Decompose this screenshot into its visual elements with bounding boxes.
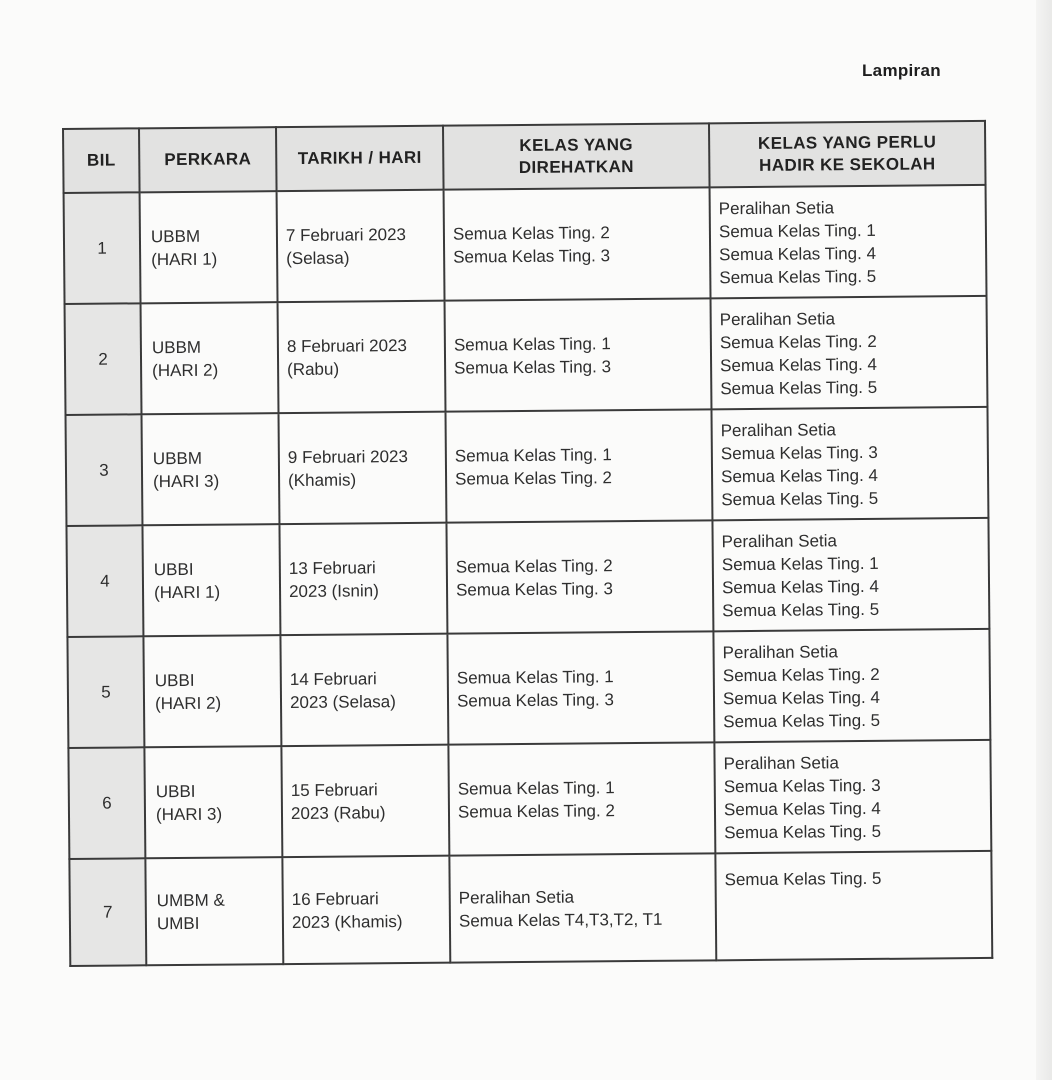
tarikh-line: 9 Februari 2023 [287, 446, 408, 467]
hadir-line: Semua Kelas Ting. 4 [722, 687, 880, 708]
header-hadir [709, 121, 986, 187]
hadir-line: Semua Kelas Ting. 5 [719, 266, 877, 287]
tarikh-line: 2023 (Rabu) [290, 802, 386, 823]
tarikh-line: (Selasa) [286, 247, 350, 268]
cell-hadir [711, 407, 988, 520]
header-tarikh: TARIKH / HARI [276, 126, 444, 191]
table-row [66, 518, 989, 637]
direhatkan-line: Semua Kelas Ting. 1 [454, 444, 612, 466]
hadir-line: Peralihan Setia [720, 419, 837, 440]
cell-hadir [711, 296, 988, 409]
tarikh-line: 2023 (Isnin) [288, 580, 379, 601]
perkara-line: (HARI 2) [152, 360, 219, 380]
cell-direhatkan [444, 187, 711, 300]
table-header-row [63, 121, 986, 193]
header-perkara: PERKARA [139, 127, 277, 192]
cell-hadir [714, 740, 991, 853]
hadir-line: Semua Kelas Ting. 2 [719, 331, 877, 352]
hadir-line: Semua Kelas Ting. 4 [720, 354, 878, 375]
header-direhatkan [443, 123, 710, 189]
cell-bil: 4 [66, 525, 143, 637]
tarikh-line: 8 Februari 2023 [286, 335, 408, 356]
cell-bil: 5 [67, 636, 144, 748]
direhatkan-line: Semua Kelas Ting. 3 [455, 578, 613, 600]
header-hadir-line: KELAS YANG PERLU [757, 132, 937, 153]
tarikh-line: 2023 (Khamis) [291, 911, 403, 932]
table-row [65, 296, 988, 415]
cell-tarikh [282, 856, 450, 964]
table-row [69, 851, 992, 966]
cell-perkara [144, 746, 282, 858]
cell-bil: 7 [69, 858, 146, 966]
header-direhatkan-line: DIREHATKAN [518, 157, 635, 178]
perkara-line: UBBM [151, 337, 202, 357]
direhatkan-line: Peralihan Setia [458, 887, 575, 908]
perkara-line: UBBM [150, 226, 201, 246]
cell-perkara [142, 413, 280, 525]
perkara-line: UBBI [153, 559, 194, 579]
hadir-line: Semua Kelas Ting. 2 [722, 664, 880, 685]
hadir-line: Semua Kelas Ting. 3 [723, 775, 881, 796]
perkara-line: (HARI 1) [153, 582, 221, 602]
direhatkan-line: Semua Kelas Ting. 2 [452, 222, 610, 244]
hadir-line: Peralihan Setia [719, 308, 836, 329]
hadir-line: Semua Kelas Ting. 5 [723, 710, 881, 731]
perkara-line: UMBM & [156, 890, 225, 910]
tarikh-line: (Rabu) [287, 359, 340, 379]
cell-hadir [712, 518, 989, 631]
perkara-line: (HARI 1) [151, 249, 218, 269]
perkara-line: (HARI 2) [154, 693, 222, 713]
cell-perkara [145, 857, 283, 965]
cell-bil: 2 [65, 303, 142, 415]
cell-perkara [143, 635, 281, 747]
cell-direhatkan [449, 853, 716, 962]
hadir-line: Peralihan Setia [723, 752, 839, 773]
cell-direhatkan [445, 409, 712, 522]
hadir-line: Semua Kelas Ting. 5 [720, 377, 878, 398]
cell-bil: 6 [68, 747, 145, 859]
hadir-line: Semua Kelas Ting. 5 [724, 821, 882, 842]
hadir-line: Peralihan Setia [718, 197, 835, 218]
page-edge-shadow [1036, 0, 1052, 1080]
tarikh-line: 16 Februari [291, 888, 379, 909]
perkara-line: (HARI 3) [153, 471, 220, 491]
hadir-line: Semua Kelas Ting. 4 [721, 576, 879, 597]
cell-hadir [715, 851, 992, 960]
appendix-label: Lampiran [862, 61, 941, 80]
direhatkan-line: Semua Kelas Ting. 3 [453, 245, 611, 267]
cell-direhatkan [446, 520, 713, 633]
cell-hadir [713, 629, 990, 742]
header-direhatkan-line: KELAS YANG [519, 135, 634, 156]
direhatkan-line: Semua Kelas Ting. 2 [455, 555, 613, 577]
perkara-line: UBBI [155, 781, 196, 801]
header-hadir-line: HADIR KE SEKOLAH [759, 154, 936, 175]
table-row [67, 629, 990, 748]
cell-tarikh [277, 190, 445, 302]
hadir-line: Semua Kelas Ting. 4 [723, 798, 881, 819]
cell-direhatkan [447, 631, 714, 744]
cell-tarikh [281, 745, 449, 857]
cell-tarikh [278, 412, 446, 524]
perkara-line: UMBI [156, 913, 200, 933]
table-row [66, 407, 989, 526]
direhatkan-line: Semua Kelas Ting. 1 [453, 333, 611, 355]
perkara-line: UBBM [152, 448, 203, 468]
hadir-line: Peralihan Setia [722, 641, 838, 662]
direhatkan-line: Semua Kelas Ting. 1 [456, 666, 614, 688]
cell-bil: 3 [66, 414, 143, 526]
hadir-line: Semua Kelas Ting. 5 [721, 488, 879, 509]
tarikh-line: 15 Februari [290, 779, 378, 800]
cell-perkara [142, 524, 280, 636]
hadir-line: Semua Kelas Ting. 4 [719, 243, 877, 264]
hadir-line: Semua Kelas Ting. 5 [724, 868, 882, 890]
direhatkan-line: Semua Kelas Ting. 2 [454, 467, 613, 489]
cell-direhatkan [448, 742, 715, 855]
hadir-line: Peralihan Setia [721, 530, 838, 551]
direhatkan-line: Semua Kelas T4,T3,T2, T1 [458, 909, 663, 931]
cell-perkara [140, 191, 278, 303]
cell-bil: 1 [64, 192, 141, 304]
tarikh-line: 7 Februari 2023 [285, 224, 407, 245]
hadir-line: Semua Kelas Ting. 3 [720, 442, 878, 463]
schedule-table [62, 120, 993, 967]
tarikh-line: (Khamis) [287, 469, 357, 490]
hadir-line: Semua Kelas Ting. 1 [721, 553, 879, 574]
schedule-table-wrapper [62, 120, 991, 967]
direhatkan-line: Semua Kelas Ting. 3 [454, 356, 612, 378]
cell-tarikh [278, 301, 446, 413]
cell-perkara [141, 302, 279, 414]
direhatkan-line: Semua Kelas Ting. 3 [456, 689, 614, 711]
cell-hadir [710, 185, 987, 298]
hadir-line: Semua Kelas Ting. 4 [720, 465, 879, 486]
tarikh-line: 13 Februari [288, 557, 376, 578]
hadir-line: Semua Kelas Ting. 5 [722, 599, 880, 620]
table-row [64, 185, 987, 304]
cell-tarikh [279, 523, 447, 635]
direhatkan-line: Semua Kelas Ting. 1 [457, 777, 615, 799]
direhatkan-line: Semua Kelas Ting. 2 [457, 800, 615, 822]
table-row [68, 740, 991, 859]
tarikh-line: 2023 (Selasa) [289, 691, 396, 712]
cell-tarikh [280, 634, 448, 746]
table-body [64, 185, 993, 966]
cell-direhatkan [445, 298, 712, 411]
tarikh-line: 14 Februari [289, 668, 377, 689]
perkara-line: UBBI [154, 670, 195, 690]
perkara-line: (HARI 3) [155, 804, 223, 824]
hadir-line: Semua Kelas Ting. 1 [718, 220, 876, 241]
header-bil: BIL [63, 128, 140, 193]
